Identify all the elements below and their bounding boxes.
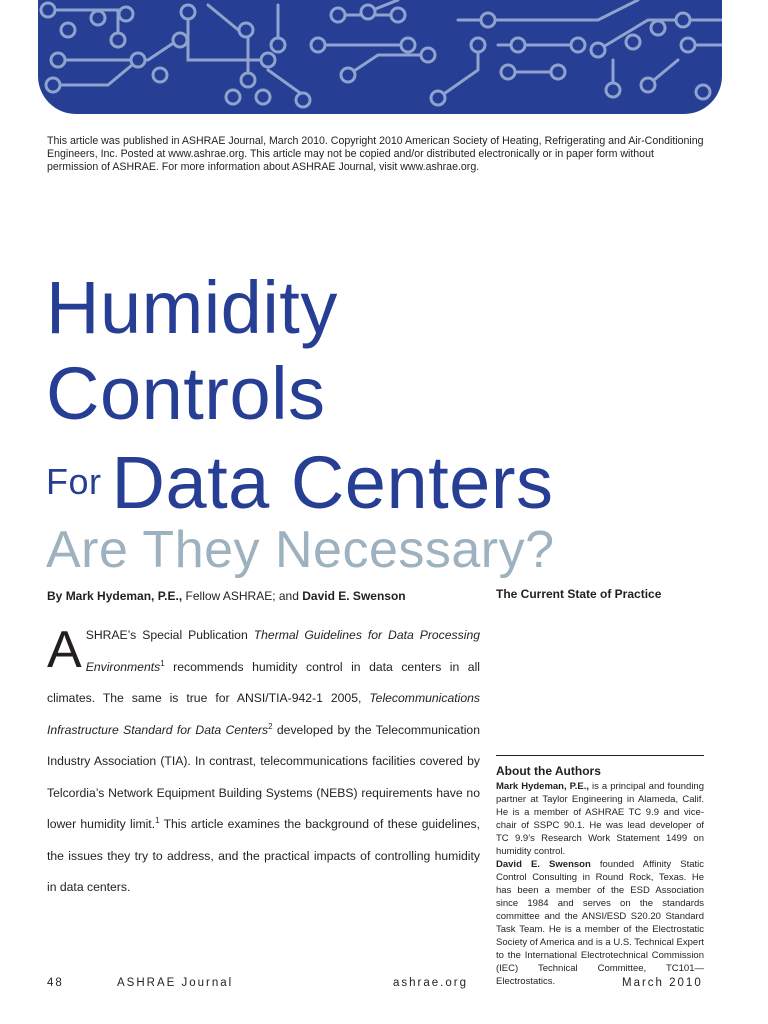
section-heading: The Current State of Practice	[496, 587, 662, 601]
reference-3: 1	[155, 815, 160, 825]
circuit-board-banner	[38, 0, 722, 114]
title-data-centers: Data Centers	[111, 441, 554, 524]
author-bio-1	[496, 780, 704, 858]
title-line-1: Humidity	[46, 266, 338, 349]
article-subtitle: Are They Necessary?	[46, 521, 555, 579]
body-italic-2: Telecommunications Infrastructure Standard for Data Centers	[47, 691, 480, 737]
about-authors-box	[496, 755, 704, 988]
body-italic-1: Thermal Guidelines for Data Processing Environments	[85, 628, 480, 674]
reference-2: 2	[268, 721, 273, 731]
body-text-3: developed by the Telecommunication Industry Association (TIA). In contrast, telecommunications facilities covered by Telcordia’s Network Equipment Building Systems (NEBS) requirements have no lower humidity limit.	[47, 722, 480, 831]
article-body	[47, 620, 480, 904]
title-line-2: Controls	[46, 352, 326, 435]
author-bio-1-name: Mark Hydeman, P.E.,	[496, 781, 590, 792]
author-bio-2-name: David E. Swenson	[496, 859, 591, 870]
copyright-notice: This article was published in ASHRAE Journal, March 2010. Copyright 2010 American Society of Heating, Refrigerating and Air-Conditioning Engineers, Inc. Posted at www.ashrae.org. This article may not be copied and/or distributed electronically or in paper form without permission of ASHRAE. For more information about ASHRAE Journal, visit www.ashrae.org.	[47, 135, 704, 173]
reference-1: 1	[160, 658, 165, 668]
authors-heading: About the Authors	[496, 764, 601, 778]
footer-site: ashrae.org	[393, 977, 468, 989]
author-bio-1-text: is a principal and founding partner at Taylor Engineering in Alameda, Calif. He is a member of ASHRAE TC 9.9 and vice-chair of SSPC 90.1. He was lead developer of TC 9.9’s Research Work Statement 1499 on humidity control.	[496, 781, 704, 857]
body-text-2: recommends humidity control in data centers in all climates. The same is true for ANSI/TIA-942-1 2005,	[47, 659, 480, 705]
byline-middle: Fellow ASHRAE; and	[182, 589, 303, 603]
byline	[47, 589, 406, 603]
byline-prefix: By	[47, 589, 66, 603]
footer-journal: ASHRAE Journal	[117, 977, 234, 989]
author-bio-2	[496, 858, 704, 988]
circuit-pattern-graphic	[38, 0, 722, 114]
title-for: For	[46, 461, 102, 502]
author-bio-2-text: founded Affinity Static Control Consulting in Round Rock, Texas. He has been a member of the ESD Association since 1984 and serves on the standards committee and the ANSI/ESD S20.20 Standard Task Team. He is a member of the Electrostatic Society of America and is a U.S. Technical Expert to the International Electrotechnical Commission (IEC) Technical Committee, TC101—Electrostatics.	[496, 859, 704, 987]
body-text-1: SHRAE’s Special Publication	[85, 628, 254, 642]
author-1-name: Mark Hydeman, P.E.,	[65, 589, 183, 603]
page-number: 48	[47, 977, 64, 989]
body-text-4: This article examines the background of these guidelines, the issues they try to address, and the practical impacts of controlling humidity in data centers.	[47, 817, 481, 894]
footer-date: March 2010	[622, 977, 703, 989]
drop-cap: A	[47, 621, 82, 679]
author-2-name: David E. Swenson	[302, 589, 406, 603]
